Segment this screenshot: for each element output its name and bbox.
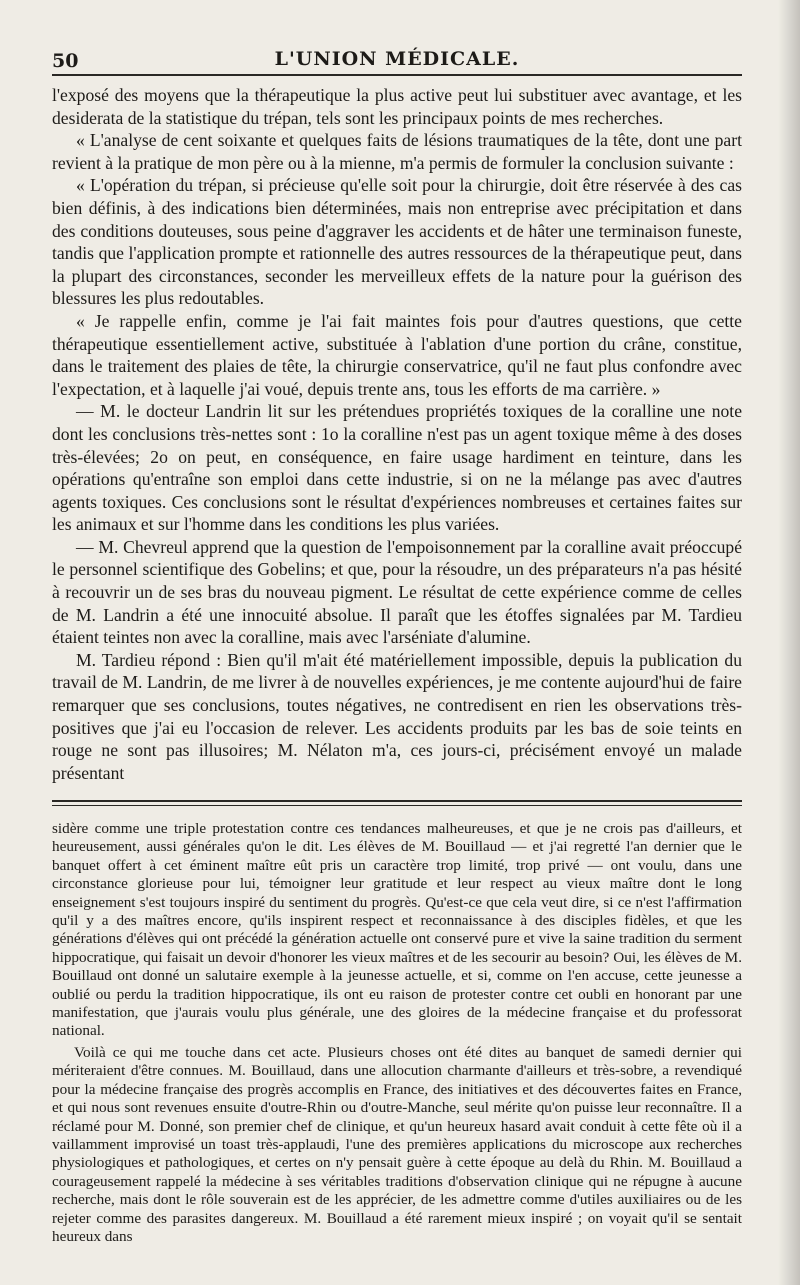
paragraph: — M. le docteur Landrin lit sur les prétendues propriétés toxiques de la coralline une note dont les conclusions très-nettes sont : 1o la coralline n'est pas un agent toxique même à des doses très-élevées; 2o on peut, en conséquence, en faire usage hardiment en teinture, dans les opérations qu'entraîne son emploi dans cette industrie, si on ne la mélange pas avec d'autres agents toxiques. Ces conclusions sont le résultat d'expériences nombreuses et certaines faites sur les animaux et sur l'homme dans les conditions les plus variées. xyxy=(52,401,742,535)
page-header xyxy=(52,44,742,74)
feuilleton-paragraph: Voilà ce qui me touche dans cet acte. Plusieurs choses ont été dites au banquet de samedi dernier qui mériteraient d'être connues. M. Bouillaud, dans une allocution charmante d'ailleurs et très-sobre, a revendiqué pour la médecine française des progrès accomplis en France, des initiatives et des découvertes faites en France, et qui nous sont revenues ensuite d'outre-Rhin ou d'outre-Manche, seul mérite qu'on puisse leur reconnaître. Il a réclamé pour M. Donné, son premier chef de clinique, et qu'un heureux hasard avait conduit à cette fête où il a vaillamment improvisé un toast très-applaudi, l'une des premières applications du microscope aux recherches physiologiques et pathologiques, et certes on n'y pensait guère à cette époque au delà du Rhin. M. Bouillaud a courageusement rappelé la médecine à ses véritables traditions d'observation clinique qui ne répugne à aucune recherche, mais dont le rôle souverain est de les apprécier, de les admettre comme d'utiles auxiliaires ou de les rejeter comme des parasites dangereux. M. Bouillaud a été rarement mieux inspiré ; on voyait qu'il se sentait heureux dans xyxy=(52,1043,742,1245)
page-edge-shadow xyxy=(778,0,800,1285)
feuilleton-separator-rule xyxy=(52,800,742,806)
paragraph: « L'opération du trépan, si précieuse qu'elle soit pour la chirurgie, doit être réservée à des cas bien définis, à des indications bien déterminées, mais non entreprise avec précipitation et dans des conditions douteuses, sous peine d'aggraver les accidents et de hâter une terminaison funeste, tandis que l'application prompte et rationnelle des autres ressources de la thérapeutique peut, dans la plupart des circonstances, seconder les merveilleux effets de la nature pour la guérison des blessures les plus redoutables. xyxy=(52,175,742,309)
paragraph: « Je rappelle enfin, comme je l'ai fait maintes fois pour d'autres questions, que cette thérapeutique essentiellement active, substituée à l'ablation d'une portion du crâne, constitue, dans le traitement des plaies de tête, la chirurgie conservatrice, qu'il ne faut plus confondre avec l'expectation, et à laquelle j'ai voué, depuis trente ans, tous les efforts de ma carrière. » xyxy=(52,310,742,399)
feuilleton-column xyxy=(52,820,742,1246)
main-text-column xyxy=(52,84,742,784)
page-number: 50 xyxy=(52,50,79,72)
running-title: L'UNION MÉDICALE. xyxy=(274,48,520,70)
paragraph: l'exposé des moyens que la thérapeutique la plus active peut lui substituer avec avantage, et les desiderata de la statistique du trépan, tels sont les principaux points de mes recherches. xyxy=(52,85,742,128)
header-rule xyxy=(52,74,742,76)
paragraph: « L'analyse de cent soixante et quelques faits de lésions traumatiques de la tête, dont une part revient à la pratique de mon père ou à la mienne, m'a permis de formuler la conclusion suivante : xyxy=(52,130,742,173)
paragraph: M. Tardieu répond : Bien qu'il m'ait été matériellement impossible, depuis la publication du travail de M. Landrin, de me livrer à de nouvelles expériences, je me contente aujourd'hui de faire remarquer que ses conclusions, toutes négatives, ne contredisent en rien les observations très-positives que j'ai eu l'occasion de relever. Les accidents produits par les bas de soie teints en rouge ne sont pas illusoires; M. Nélaton m'a, ces jours-ci, précisément envoyé un malade présentant xyxy=(52,649,742,783)
paragraph: — M. Chevreul apprend que la question de l'empoisonnement par la coralline avait préoccupé le personnel scientifique des Gobelins; et que, pour la résoudre, un des préparateurs n'a pas hésité à recouvrir un de ses bras du nouveau pigment. Le résultat de cette expérience comme de celles de M. Landrin a été une innocuité absolue. Il paraît que les étoffes signalées par M. Tardieu étaient teintes non avec la coralline, mais avec l'arséniate d'alumine. xyxy=(52,536,742,648)
feuilleton-paragraph: sidère comme une triple protestation contre ces tendances malheureuses, et que je ne crois pas d'ailleurs, et heureusement, aussi générales qu'on le dit. Les élèves de M. Bouillaud — et j'ai regretté l'an dernier que le banquet offert à cet éminent maître eût pris un caractère trop limité, trop privé — ont voulu, dans une circonstance glorieuse pour lui, témoigner leur gratitude et leur respect au vieux maître dont le long enseignement s'est toujours inspiré du sentiment du progrès. Qu'est-ce que cela veut dire, si ce n'est l'affirmation qu'il y a des maîtres encore, qu'ils inspirent respect et reconnaissance à des disciples fidèles, et que les générations d'élèves qui ont précédé la génération actuelle ont conservé pure et vive la saine tradition du serment hippocratique, qui faisait un devoir d'honorer les vieux maîtres et de les secourir au besoin? Oui, les élèves de M. Bouillaud ont donné un salutaire exemple à la jeunesse actuelle, et si, comme on l'en accuse, cette jeunesse a oublié ou perdu la tradition hippocratique, ils ont eu raison de protester contre cet oubli en honorant par une manifestation, que j'aurais voulu plus générale, une des gloires de la médecine française et du professorat national. xyxy=(52,820,742,1040)
